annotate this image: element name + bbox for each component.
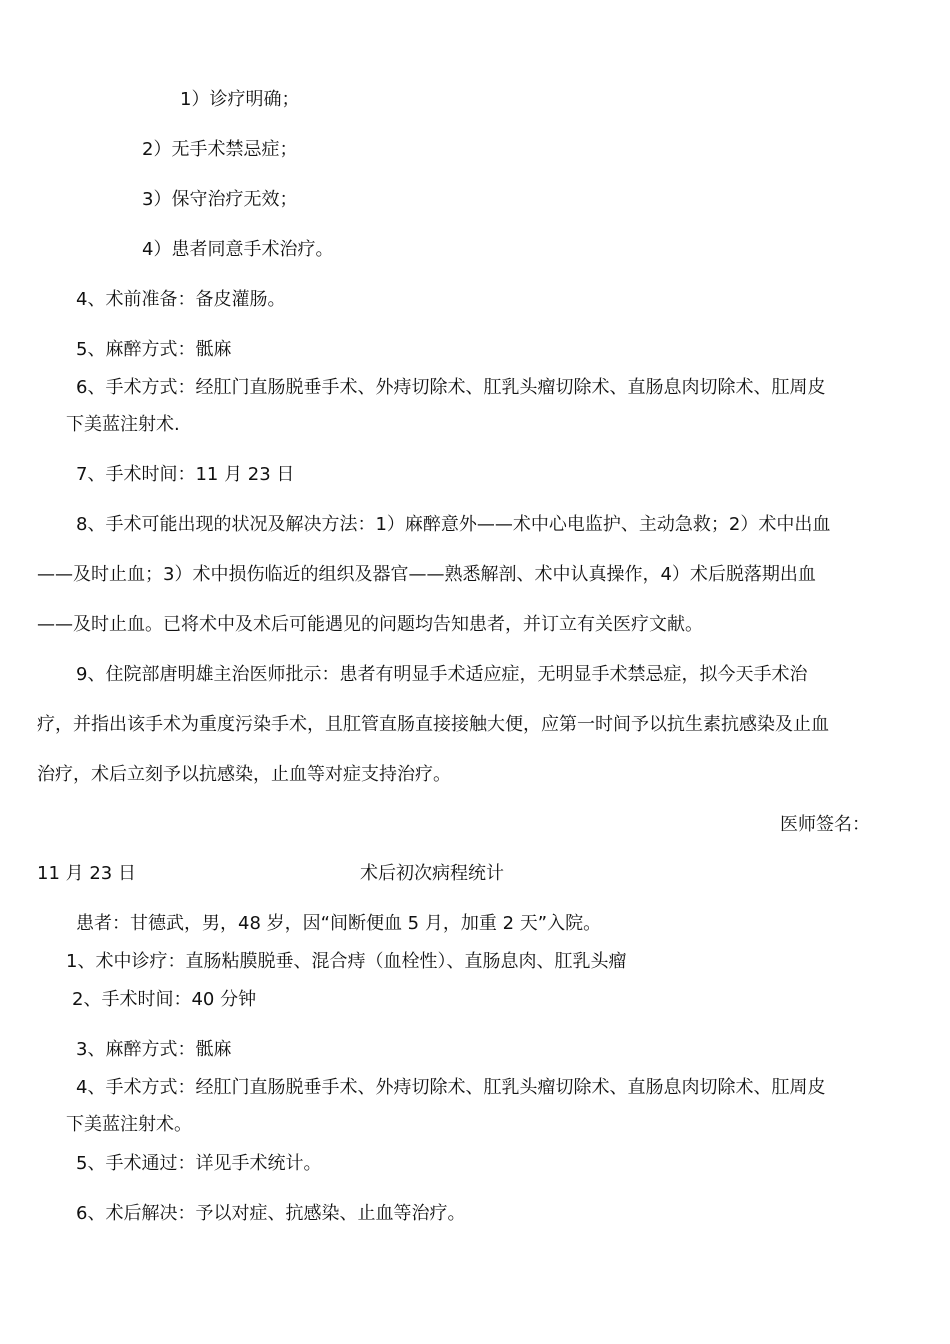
risk-line-2: ——及时止血；3）术中损伤临近的组织及器官——熟悉解剖、术中认真操作，4）术后脱落期出血 (37, 564, 816, 585)
surgery-method-2-line-2: 下美蓝注射术。 (66, 1114, 192, 1135)
surgery-method-line-1: 6、手术方式：经肛门直肠脱垂手术、外痔切除术、肛乳头瘤切除术、直肠息肉切除术、肛周皮 (76, 377, 826, 398)
attending-directive-line-2: 疗，并指出该手术为重度污染手术，且肛管直肠直接接触大便，应第一时间予以抗生素抗感染及止血 (37, 714, 829, 735)
record-date: 11 月 23 日 (37, 863, 136, 884)
indication-item-1: 1）诊疗明确； (180, 89, 300, 110)
intraop-diagnosis: 1、术中诊疗：直肠粘膜脱垂、混合痔（血栓性）、直肠息肉、肛乳头瘤 (66, 951, 627, 972)
patient-summary: 患者：甘德武，男，48 岁，因“间断便血 5 月，加重 2 天”入院。 (76, 913, 602, 934)
surgery-duration: 2、手术时间：40 分钟 (72, 989, 257, 1010)
anesthesia-method-2: 3、麻醉方式：骶麻 (76, 1039, 232, 1060)
anesthesia-method: 5、麻醉方式：骶麻 (76, 339, 232, 360)
attending-directive-line-3: 治疗，术后立刻予以抗感染，止血等对症支持治疗。 (37, 764, 451, 785)
indication-item-2: 2）无手术禁忌症； (142, 139, 298, 160)
surgery-course: 5、手术通过：详见手术统计。 (76, 1153, 322, 1174)
risk-line-3: ——及时止血。已将术中及术后可能遇见的问题均告知患者，并订立有关医疗文献。 (37, 614, 703, 635)
indication-item-3: 3）保守治疗无效； (142, 189, 298, 210)
preop-prep: 4、术前准备：备皮灌肠。 (76, 289, 286, 310)
indication-item-4: 4）患者同意手术治疗。 (142, 239, 334, 260)
surgery-method-2-line-1: 4、手术方式：经肛门直肠脱垂手术、外痔切除术、肛乳头瘤切除术、直肠息肉切除术、肛周皮 (76, 1077, 826, 1098)
surgery-date: 7、手术时间：11 月 23 日 (76, 464, 295, 485)
postop-management: 6、术后解决：予以对症、抗感染、止血等治疗。 (76, 1203, 466, 1224)
record-title: 术后初次病程统计 (360, 863, 504, 884)
risk-line-1: 8、手术可能出现的状况及解决方法：1）麻醉意外——术中心电监护、主动急救；2）术中出血 (76, 514, 831, 535)
surgery-method-line-2: 下美蓝注射术. (66, 414, 180, 435)
doctor-signature-label: 医师签名： (780, 814, 870, 835)
attending-directive-line-1: 9、住院部唐明雄主治医师批示：患者有明显手术适应症，无明显手术禁忌症，拟今天手术治 (76, 664, 808, 685)
